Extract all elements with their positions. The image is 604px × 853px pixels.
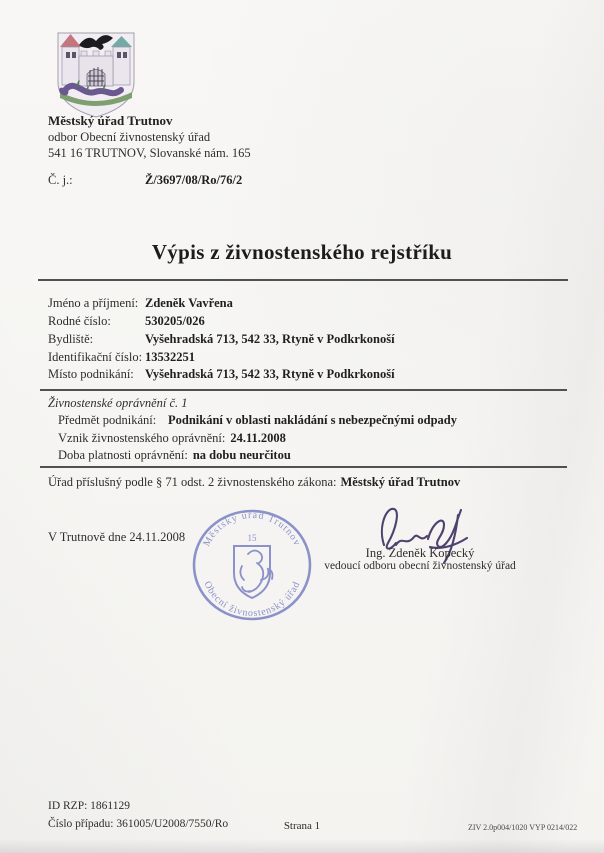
stamp-top-text: Městský úřad Trutnov [201, 509, 303, 549]
license-label: Doba platnosti oprávnění: [58, 448, 188, 462]
footer-page-number: Strana 1 [283, 820, 321, 832]
title-divider [38, 279, 568, 281]
field-label: Jméno a příjmení: [48, 296, 139, 310]
stamp-number: 15 [247, 533, 257, 543]
svg-text:Obecní živnostenský úřad [201, 580, 302, 619]
authority-label: Úřad příslušný podle § 71 odst. 2 živnostenského zákona: [48, 475, 337, 489]
license-label: Předmět podnikání: [58, 413, 157, 427]
document-title: Výpis z živnostenského rejstříku [151, 240, 453, 264]
license-row [58, 431, 568, 446]
field-label: Bydliště: [48, 332, 94, 346]
field-row [48, 296, 568, 311]
section-divider [40, 389, 567, 391]
license-row [58, 413, 568, 428]
official-round-stamp [190, 508, 314, 622]
field-row [48, 367, 568, 382]
office-name: Městský úřad Trutnov [48, 113, 173, 128]
license-row [58, 448, 568, 463]
footer-id-rzp: ID RZP: 1861129 [48, 800, 130, 812]
field-value: Zdeněk Vavřena [145, 296, 233, 310]
field-value: 530205/026 [145, 314, 205, 328]
trutnov-coat-of-arms-icon [55, 30, 137, 120]
reference-number-row [48, 173, 242, 188]
authority-line [48, 475, 460, 490]
field-row [48, 350, 568, 365]
license-label: Vznik živnostenského oprávnění: [58, 431, 226, 445]
office-department: odbor Obecní živnostenský úřad [48, 130, 211, 144]
license-value: 24.11.2008 [230, 431, 286, 445]
field-row [48, 332, 568, 347]
field-value: Vyšehradská 713, 542 33, Rtyně v Podkrkonoší [145, 367, 395, 381]
reference-number-value: Ž/3697/08/Ro/76/2 [145, 173, 243, 187]
issue-place-date: V Trutnově dne 24.11.2008 [48, 530, 186, 544]
license-value: Podnikání v oblasti nakládání s nebezpečnými odpady [168, 413, 457, 427]
footer-case-number: Číslo případu: 361005/U2008/7550/Ro [48, 818, 229, 830]
license-value: na dobu neurčitou [192, 448, 291, 462]
stamp-bottom-text: Obecní živnostenský úřad [201, 579, 303, 620]
field-label: Identifikační číslo: [48, 350, 143, 364]
scan-edge-shadow [0, 839, 604, 853]
authority-value: Městský úřad Trutnov [340, 475, 461, 489]
field-value: Vyšehradská 713, 542 33, Rtyně v Podkrkonoší [145, 332, 395, 346]
field-label: Místo podnikání: [48, 367, 134, 381]
field-value: 13532251 [145, 350, 195, 364]
license-heading: Živnostenské oprávnění č. 1 [48, 396, 188, 410]
field-row [48, 314, 568, 329]
signatory-name: Ing. Zdeněk Kopecký [365, 546, 475, 560]
signatory-role: vedoucí odboru obecní živnostenský úřad [324, 560, 516, 572]
section-divider [40, 466, 567, 468]
office-address: 541 16 TRUTNOV, Slovanské nám. 165 [48, 146, 251, 160]
field-label: Rodné číslo: [48, 314, 111, 328]
footer-form-code: ZIV 2.0p004/1020 VYP 0214/022 [468, 823, 578, 832]
reference-number-label: Č. j.: [48, 173, 73, 187]
